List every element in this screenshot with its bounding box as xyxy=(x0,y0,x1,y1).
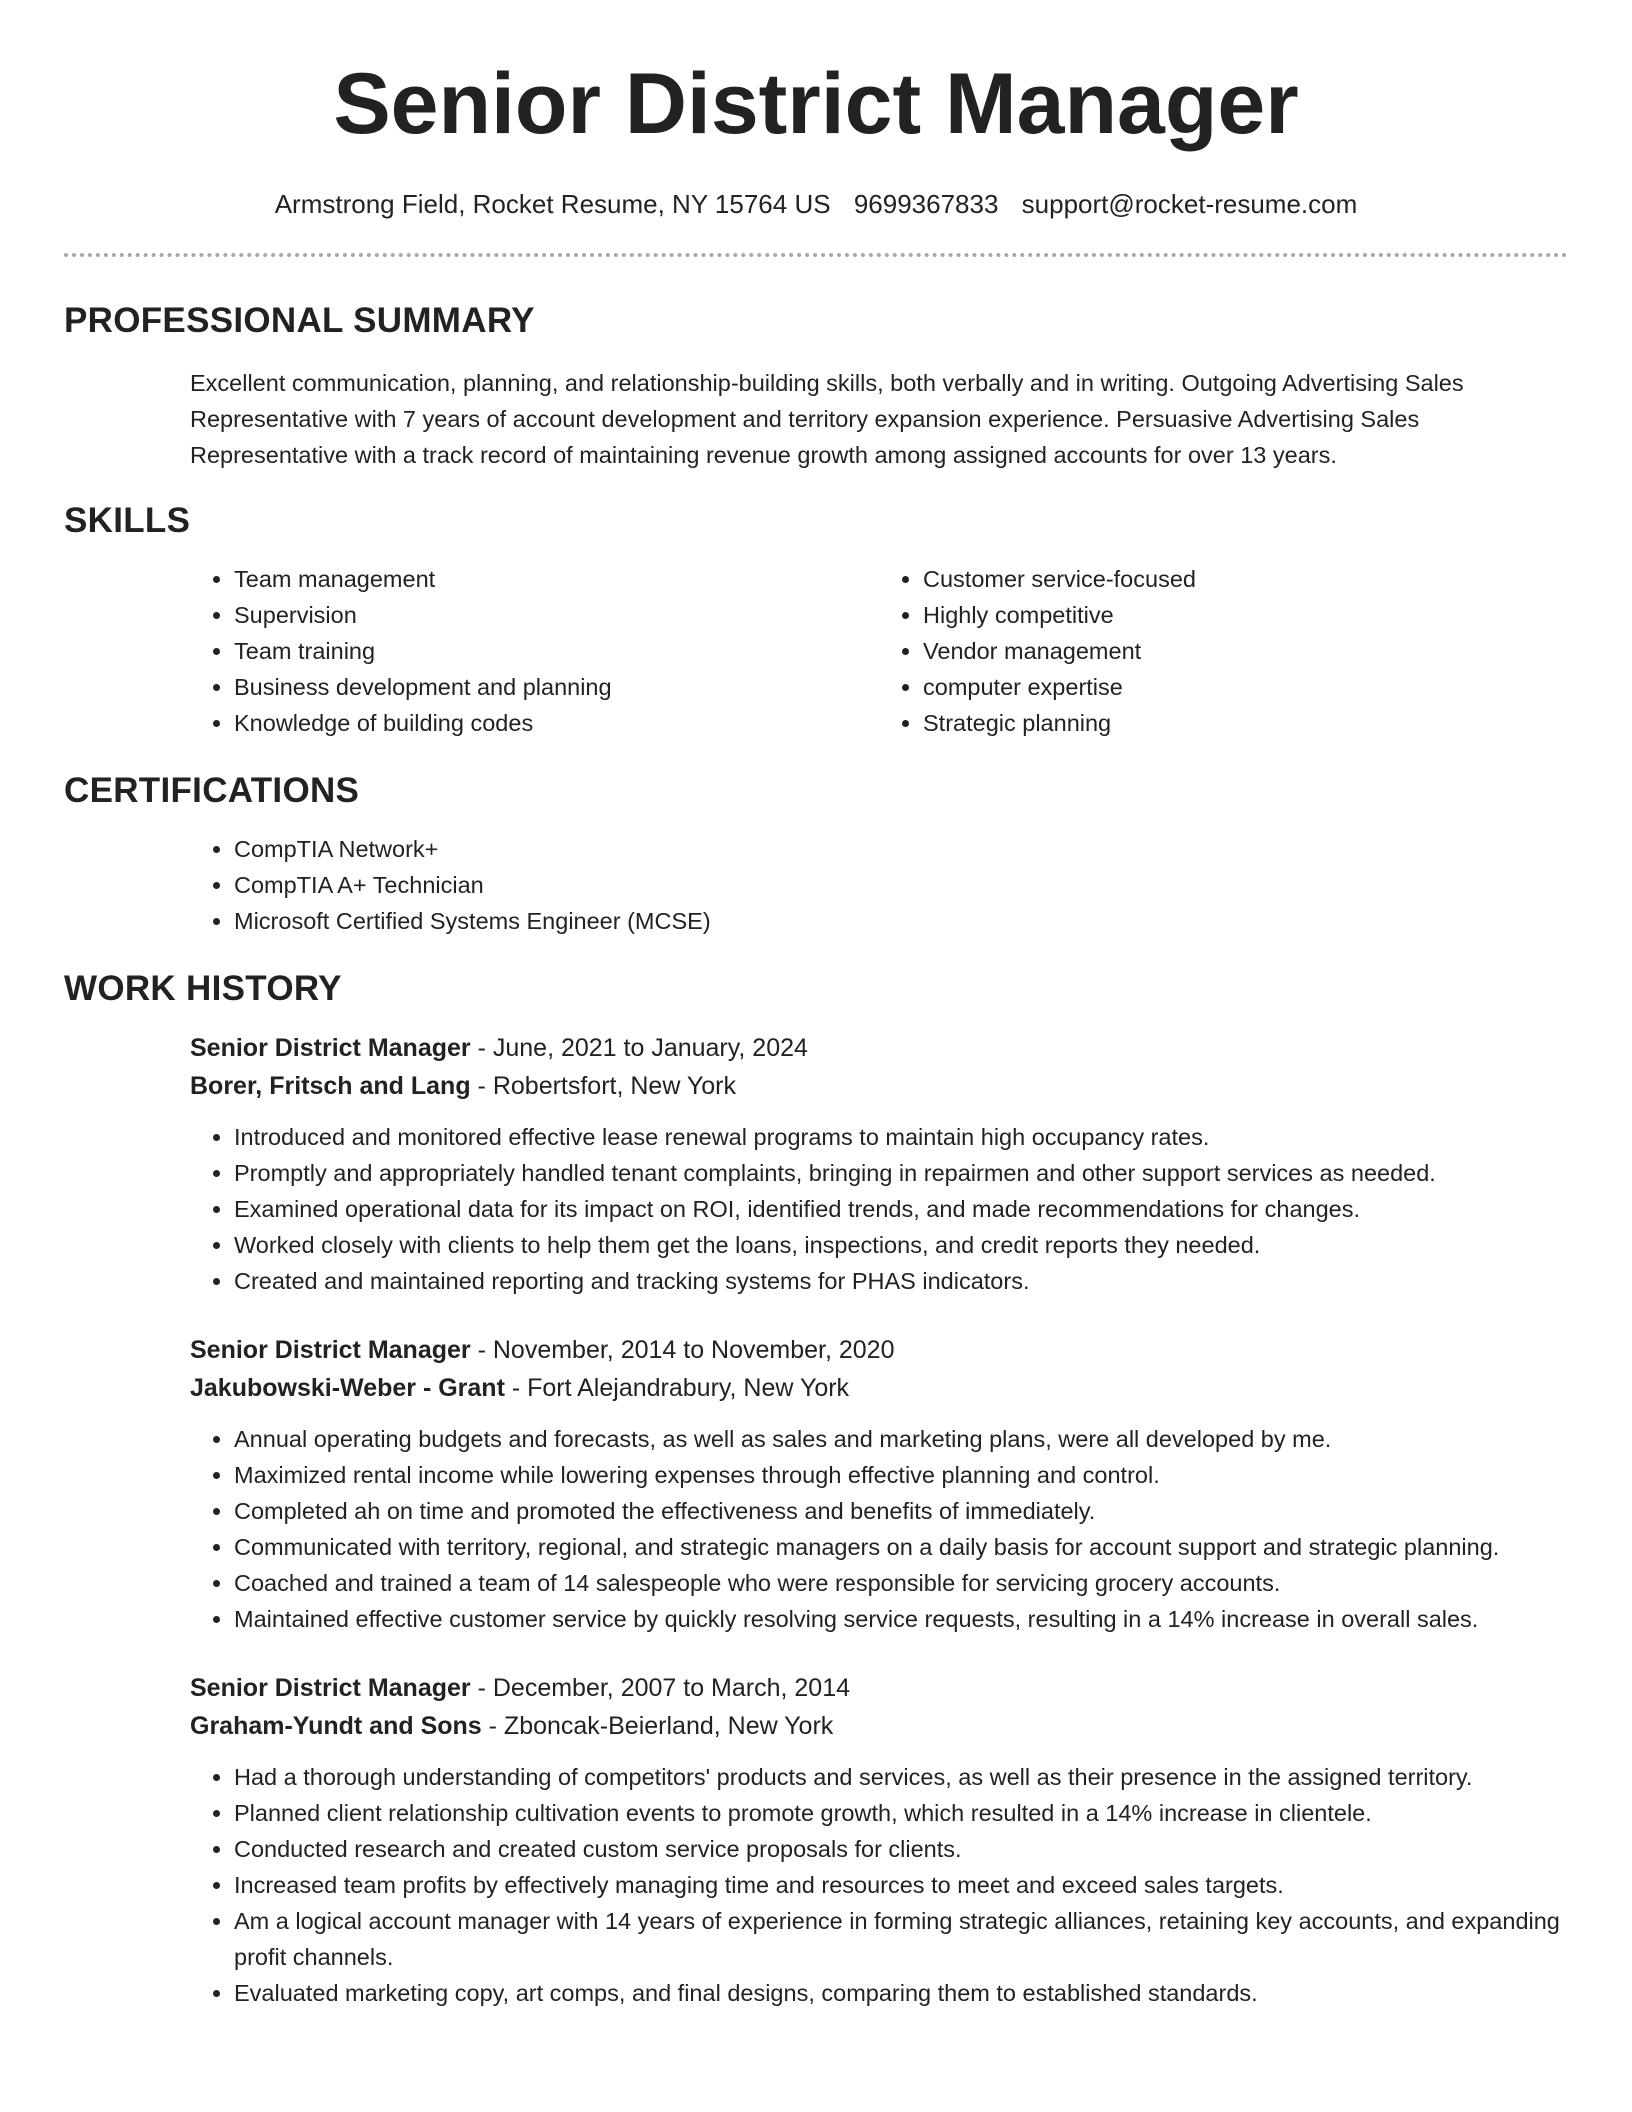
job-entry xyxy=(190,1669,1568,2011)
skill-item: • Knowledge of building codes xyxy=(234,705,879,741)
job-bullet: • Maintained effective customer service by quickly resolving service requests, resulting in a 14% increase in overall sales. xyxy=(234,1601,1568,1637)
job-bullet: • Promptly and appropriately handled tenant complaints, bringing in repairmen and other support services as needed. xyxy=(234,1155,1568,1191)
skill-item: • Team training xyxy=(234,633,879,669)
summary-section xyxy=(64,299,1568,473)
job-bullet: • Coached and trained a team of 14 salespeople who were responsible for servicing grocery accounts. xyxy=(234,1565,1568,1601)
job-bullets xyxy=(190,1421,1568,1637)
certifications-list xyxy=(190,831,1568,939)
job-role: Senior District Manager xyxy=(190,1674,471,1702)
contact-line xyxy=(0,188,1632,220)
certifications-section xyxy=(64,769,1568,939)
contact-email: support@rocket-resume.com xyxy=(1021,189,1358,219)
skills-section xyxy=(64,499,1568,741)
job-company: Borer, Fritsch and Lang xyxy=(190,1072,471,1100)
skill-item: • Customer service-focused xyxy=(923,561,1568,597)
skill-item: • Highly competitive xyxy=(923,597,1568,633)
skill-item: • Supervision xyxy=(234,597,879,633)
certification-item: • Microsoft Certified Systems Engineer (MCSE) xyxy=(234,903,1568,939)
job-bullet: • Annual operating budgets and forecasts, as well as sales and marketing plans, were all developed by me. xyxy=(234,1421,1568,1457)
contact-phone: 9699367833 xyxy=(853,189,999,219)
job-bullets xyxy=(190,1119,1568,1299)
job-location: - Robertsfort, New York xyxy=(470,1072,736,1100)
job-bullet: • Examined operational data for its impact on ROI, identified trends, and made recommendations for changes. xyxy=(234,1191,1568,1227)
job-bullet: • Evaluated marketing copy, art comps, and final designs, comparing them to established standards. xyxy=(234,1975,1568,2011)
job-bullet: • Created and maintained reporting and tracking systems for PHAS indicators. xyxy=(234,1263,1568,1299)
job-bullet: • Am a logical account manager with 14 years of experience in forming strategic alliances, retaining key accounts, and expanding profit channels. xyxy=(234,1903,1568,1975)
skill-item: • Business development and planning xyxy=(234,669,879,705)
job-role: Senior District Manager xyxy=(190,1336,471,1364)
job-company-line xyxy=(190,1707,1568,1745)
skill-item: • computer expertise xyxy=(923,669,1568,705)
job-bullet: • Planned client relationship cultivation events to promote growth, which resulted in a 14% increase in clientele. xyxy=(234,1795,1568,1831)
work-history-section xyxy=(64,967,1568,2011)
job-role: Senior District Manager xyxy=(190,1034,471,1062)
summary-text: Excellent communication, planning, and relationship-building skills, both verbally and in writing. Outgoing Advertising Sales Representative with 7 years of account development and territory expansion experience. Persuasive Advertising Sales Representative with a track record of maintaining revenue growth among assigned accounts for over 13 years. xyxy=(190,370,1464,468)
certification-item: • CompTIA A+ Technician xyxy=(234,867,1568,903)
job-title-line xyxy=(190,1331,1568,1369)
job-dates: - November, 2014 to November, 2020 xyxy=(470,1336,895,1364)
job-location: - Zboncak-Beierland, New York xyxy=(481,1712,834,1740)
work-history-title: WORK HISTORY xyxy=(64,969,342,1008)
contact-address: Armstrong Field, Rocket Resume, NY 15764 US xyxy=(274,189,831,219)
job-title-line xyxy=(190,1029,1568,1067)
skills-list-right xyxy=(879,561,1568,741)
job-bullet: • Completed ah on time and promoted the effectiveness and benefits of immediately. xyxy=(234,1493,1568,1529)
job-bullet: • Increased team profits by effectively managing time and resources to meet and exceed sales targets. xyxy=(234,1867,1568,1903)
job-dates: - June, 2021 to January, 2024 xyxy=(470,1034,808,1062)
skill-item: • Team management xyxy=(234,561,879,597)
job-bullet: • Conducted research and created custom service proposals for clients. xyxy=(234,1831,1568,1867)
job-bullet: • Worked closely with clients to help them get the loans, inspections, and credit reports they needed. xyxy=(234,1227,1568,1263)
summary-title: PROFESSIONAL SUMMARY xyxy=(64,301,535,340)
skills-list-left xyxy=(190,561,879,741)
resume-name: Senior District Manager xyxy=(333,56,1299,152)
job-dates: - December, 2007 to March, 2014 xyxy=(470,1674,851,1702)
job-bullet: • Introduced and monitored effective lease renewal programs to maintain high occupancy rates. xyxy=(234,1119,1568,1155)
skill-item: • Strategic planning xyxy=(923,705,1568,741)
skills-title: SKILLS xyxy=(64,501,191,540)
job-bullets xyxy=(190,1759,1568,2011)
job-company-line xyxy=(190,1067,1568,1105)
certifications-title: CERTIFICATIONS xyxy=(64,771,360,810)
job-company: Jakubowski-Weber - Grant xyxy=(190,1374,505,1402)
job-location: - Fort Alejandrabury, New York xyxy=(504,1374,850,1402)
skill-item: • Vendor management xyxy=(923,633,1568,669)
job-bullet: • Maximized rental income while lowering expenses through effective planning and control. xyxy=(234,1457,1568,1493)
job-entry xyxy=(190,1029,1568,1299)
job-bullet: • Had a thorough understanding of competitors' products and services, as well as their presence in the assigned territory. xyxy=(234,1759,1568,1795)
job-entry xyxy=(190,1331,1568,1637)
header-divider xyxy=(64,253,1568,257)
job-bullet: • Communicated with territory, regional, and strategic managers on a daily basis for account support and strategic planning. xyxy=(234,1529,1568,1565)
job-title-line xyxy=(190,1669,1568,1707)
certification-item: • CompTIA Network+ xyxy=(234,831,1568,867)
job-company-line xyxy=(190,1369,1568,1407)
job-company: Graham-Yundt and Sons xyxy=(190,1712,482,1740)
